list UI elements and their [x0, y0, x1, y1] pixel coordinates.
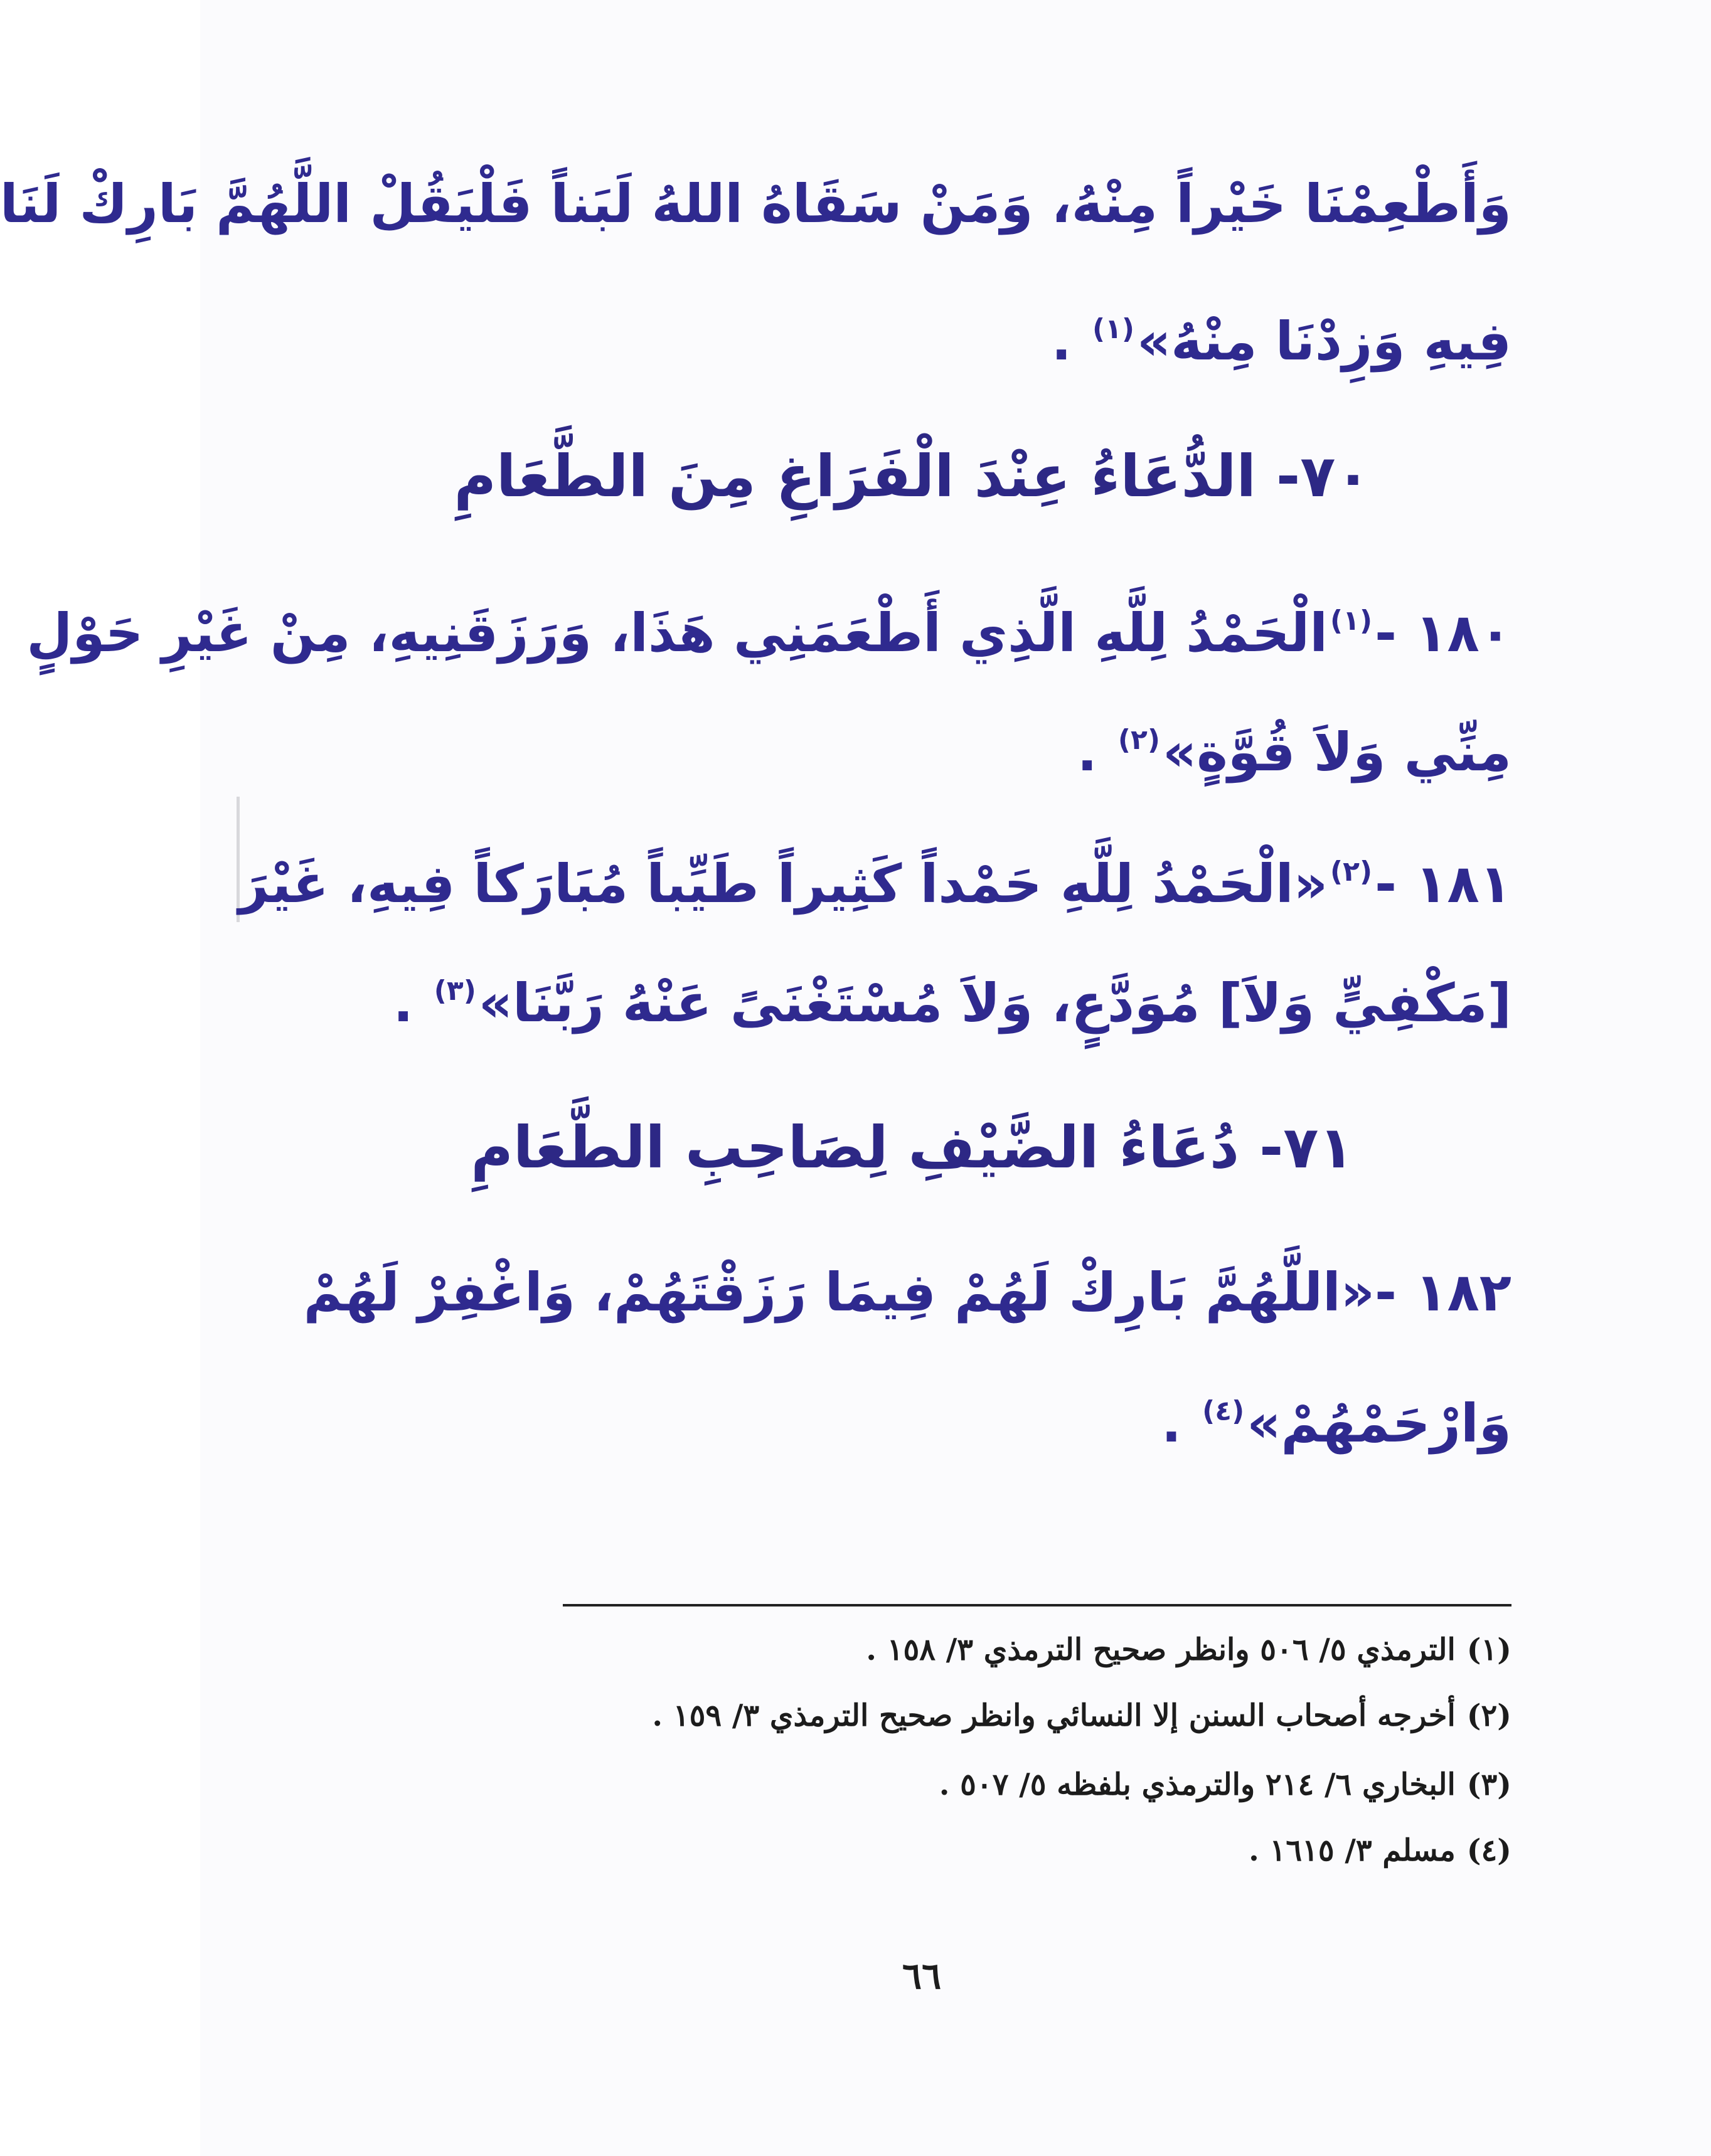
footnote-ref-1[interactable]: (١) [1092, 313, 1135, 345]
page-number: ٦٦ [902, 1955, 942, 1997]
body-line-2 [313, 285, 1511, 373]
footnote-1-number: (١) [1466, 1632, 1511, 1667]
item-181-line-2 [313, 947, 1511, 1035]
item-181-line-2-tail: . [393, 972, 432, 1034]
footnote-ref-4[interactable]: (٤) [1202, 1395, 1245, 1427]
body-line-2-tail: . [1051, 311, 1090, 372]
footnote-4-text: مسلم ٣/ ١٦١٥ . [1249, 1833, 1456, 1868]
item-181-text: «الْحَمْدُ لِلَّهِ حَمْداً كَثِيراً طَيِّباً مُبَارَكاً فِيهِ، غَيْرَ [238, 853, 1328, 915]
section-heading-71: ٧١- دُعَاءُ الضَّيْفِ لِصَاحِبِ الطَّعَامِ [471, 1114, 1354, 1181]
body-line-1 [0, 160, 1511, 248]
item-181-line-2-text: [مَكْفِيٍّ وَلاَ] مُوَدَّعٍ، وَلاَ مُسْتَغْنَىً عَنْهُ رَبَّنَا» [478, 972, 1511, 1034]
item-181-number: ١٨١ - [1375, 853, 1511, 915]
footnote-4 [388, 1822, 1511, 1879]
item-180-line-1 [26, 577, 1511, 665]
footnote-2 [388, 1687, 1511, 1744]
body-line-1-text: وَأَطْعِمْنَا خَيْراً مِنْهُ، وَمَنْ سَقَاهُ اللهُ لَبَناً فَلْيَقُلْ اللَّهُمَّ بَارِكْ لَنَا [0, 173, 1511, 235]
footnote-ref-180[interactable]: (١) [1330, 605, 1373, 637]
item-180-line-2-text: مِنِّي وَلاَ قُوَّةٍ» [1162, 721, 1511, 783]
footnote-separator [563, 1604, 1511, 1606]
item-182-line-2 [313, 1367, 1511, 1455]
footnote-3-number: (٣) [1466, 1767, 1511, 1802]
footnote-1 [388, 1622, 1511, 1678]
item-182-line-2-text: وَارْحَمْهُمْ» [1247, 1393, 1511, 1454]
item-181-line-1 [238, 828, 1511, 916]
body-line-2-text: فِيهِ وَزِدْنَا مِنْهُ» [1137, 311, 1511, 372]
footnote-3-text: البخاري ٦/ ٢١٤ والترمذي بلفظه ٥/ ٥٠٧ . [939, 1767, 1456, 1802]
footnote-3 [388, 1756, 1511, 1813]
item-182-line-1 [303, 1248, 1511, 1336]
footnote-ref-3[interactable]: (٣) [434, 975, 476, 1007]
footnote-2-number: (٢) [1466, 1698, 1511, 1733]
footnote-1-text: الترمذي ٥/ ٥٠٦ وانظر صحيح الترمذي ٣/ ١٥٨ . [866, 1632, 1456, 1667]
item-180-number: ١٨٠ - [1375, 602, 1511, 664]
footnote-ref-2[interactable]: (٢) [1117, 724, 1160, 756]
item-182-number: ١٨٢ - [1375, 1261, 1511, 1323]
item-180-line-2 [313, 696, 1511, 784]
footnote-ref-181[interactable]: (٢) [1330, 856, 1373, 888]
item-182-text: «اللَّهُمَّ بَارِكْ لَهُمْ فِيمَا رَزَقْتَهُمْ، وَاغْفِرْ لَهُمْ [303, 1261, 1375, 1323]
item-182-line-2-tail: . [1161, 1393, 1200, 1454]
footnote-2-text: أخرجه أصحاب السنن إلا النسائي وانظر صحيح الترمذي ٣/ ١٥٩ . [652, 1698, 1456, 1733]
footnote-4-number: (٤) [1466, 1833, 1511, 1868]
item-180-text: الْحَمْدُ لِلَّهِ الَّذِي أَطْعَمَنِي هَذَا، وَرَزَقَنِيهِ، مِنْ غَيْرِ حَوْلٍ [26, 602, 1328, 664]
item-180-line-2-tail: . [1077, 721, 1116, 783]
section-heading-70: ٧٠- الدُّعَاءُ عِنْدَ الْفَرَاغِ مِنَ الطَّعَامِ [454, 443, 1371, 510]
